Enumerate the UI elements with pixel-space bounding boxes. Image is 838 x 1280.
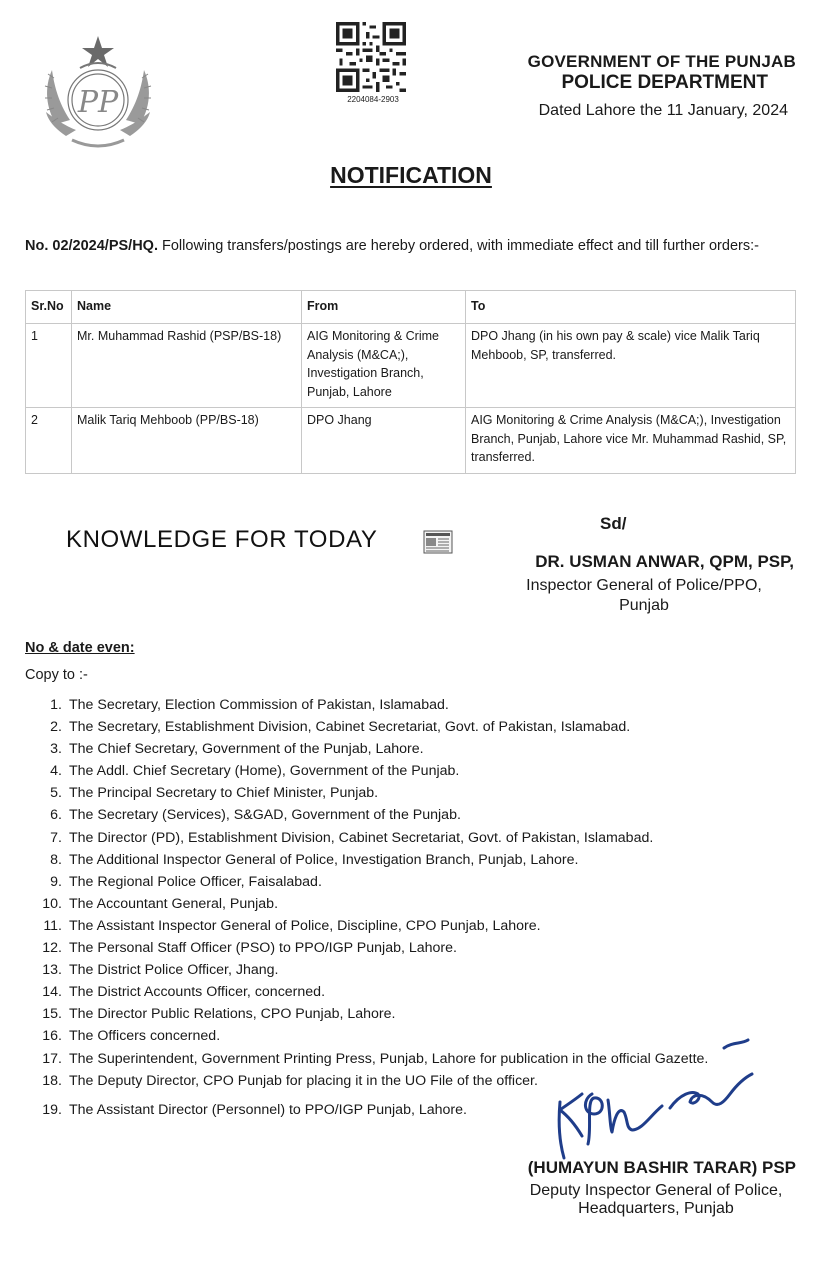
list-item: 17. The Superintendent, Government Printing Press, Punjab, Lahore for publication in the official Gazette. — [42, 1050, 709, 1067]
header-to: To — [466, 291, 796, 324]
table-header-row — [26, 291, 796, 324]
intro-text: Following transfers/postings are hereby ordered, with immediate effect and till further orders:- — [157, 238, 759, 254]
list-item: 11. The Assistant Inspector General of Police, Discipline, CPO Punjab, Lahore. — [43, 917, 541, 934]
list-item: 15. The Director Public Relations, CPO Punjab, Lahore. — [42, 1006, 396, 1023]
list-item: 9. The Regional Police Officer, Faisalabad. — [50, 873, 322, 890]
qr-code — [336, 22, 406, 92]
notification-intro — [25, 237, 805, 256]
list-item: 1. The Secretary, Election Commission of Pakistan, Islamabad. — [50, 697, 449, 713]
cell-to: AIG Monitoring & Crime Analysis (M&CA;), Investigation Branch, Punjab, Lahore vice Mr. Muhammad Rashid, SP, transferred. — [466, 408, 796, 474]
punjab-police-emblem — [36, 28, 160, 156]
dig-name: (HUMAYUN BASHIR TARAR) PSP — [527, 1158, 796, 1177]
cell-name: Malik Tariq Mehboob (PP/BS-18) — [72, 408, 302, 474]
cell-to: DPO Jhang (in his own pay & scale) vice Malik Tariq Mehboob, SP, transferred. — [466, 324, 796, 408]
list-item: 7. The Director (PD), Establishment Division, Cabinet Secretariat, Govt. of Pakistan, Islamabad. — [50, 829, 654, 846]
cell-name: Mr. Muhammad Rashid (PSP/BS-18) — [72, 324, 302, 408]
ig-designation: Inspector General of Police/PPO, — [526, 577, 762, 594]
government-heading: GOVERNMENT OF THE PUNJAB — [527, 52, 796, 71]
list-item: 5. The Principal Secretary to Chief Minister, Punjab. — [50, 785, 379, 802]
qr-code-number: 2204084-2903 — [347, 95, 399, 104]
cell-sr: 2 — [26, 408, 72, 474]
department-heading: POLICE DEPARTMENT — [561, 72, 768, 93]
list-item: 10. The Accountant General, Punjab. — [42, 895, 279, 912]
cell-from: DPO Jhang — [302, 408, 466, 474]
copy-to-label: Copy to :- — [25, 667, 88, 683]
no-and-date-heading: No & date even: — [25, 640, 135, 656]
list-item: 2. The Secretary, Establishment Division, Cabinet Secretariat, Govt. of Pakistan, Islamabad. — [50, 719, 631, 736]
list-item: 8. The Additional Inspector General of Police, Investigation Branch, Punjab, Lahore. — [50, 851, 579, 868]
cell-from: AIG Monitoring & Crime Analysis (M&CA;), Investigation Branch, Punjab, Lahore — [302, 324, 466, 408]
list-item: 19. The Assistant Director (Personnel) to PPO/IGP Punjab, Lahore. — [42, 1101, 467, 1118]
newspaper-icon — [423, 530, 453, 554]
dig-designation: Deputy Inspector General of Police, — [529, 1182, 783, 1199]
handwritten-signature — [552, 1036, 762, 1162]
list-item: 6. The Secretary (Services), S&GAD, Government of the Punjab. — [50, 807, 461, 824]
list-item: 14. The District Accounts Officer, concerned. — [42, 984, 326, 1001]
knowledge-for-today-watermark: KNOWLEDGE FOR TODAY — [66, 526, 378, 553]
header-from: From — [302, 291, 466, 324]
table-row — [26, 408, 796, 474]
notification-number: No. 02/2024/PS/HQ. — [25, 238, 158, 254]
transfers-table — [25, 290, 796, 474]
sd-mark: Sd/ — [600, 514, 627, 533]
list-item: 18. The Deputy Director, CPO Punjab for placing it in the UO File of the officer. — [42, 1072, 538, 1089]
header-name: Name — [72, 291, 302, 324]
ig-location: Punjab — [619, 597, 669, 614]
table-row — [26, 324, 796, 408]
list-item: 4. The Addl. Chief Secretary (Home), Government of the Punjab. — [50, 763, 460, 780]
list-item: 3. The Chief Secretary, Government of the Punjab, Lahore. — [50, 741, 424, 758]
notification-title: NOTIFICATION — [330, 162, 492, 188]
header-sr-no: Sr.No — [26, 291, 72, 324]
date-line: Dated Lahore the 11 January, 2024 — [538, 102, 788, 119]
list-item: 12. The Personal Staff Officer (PSO) to PPO/IGP Punjab, Lahore. — [42, 940, 457, 957]
svg-text:PP: PP — [77, 85, 119, 120]
cell-sr: 1 — [26, 324, 72, 408]
list-item: 16. The Officers concerned. — [42, 1028, 221, 1045]
list-item: 13. The District Police Officer, Jhang. — [42, 962, 279, 979]
dig-office: Headquarters, Punjab — [578, 1200, 734, 1217]
ig-name: DR. USMAN ANWAR, QPM, PSP, — [535, 552, 794, 571]
